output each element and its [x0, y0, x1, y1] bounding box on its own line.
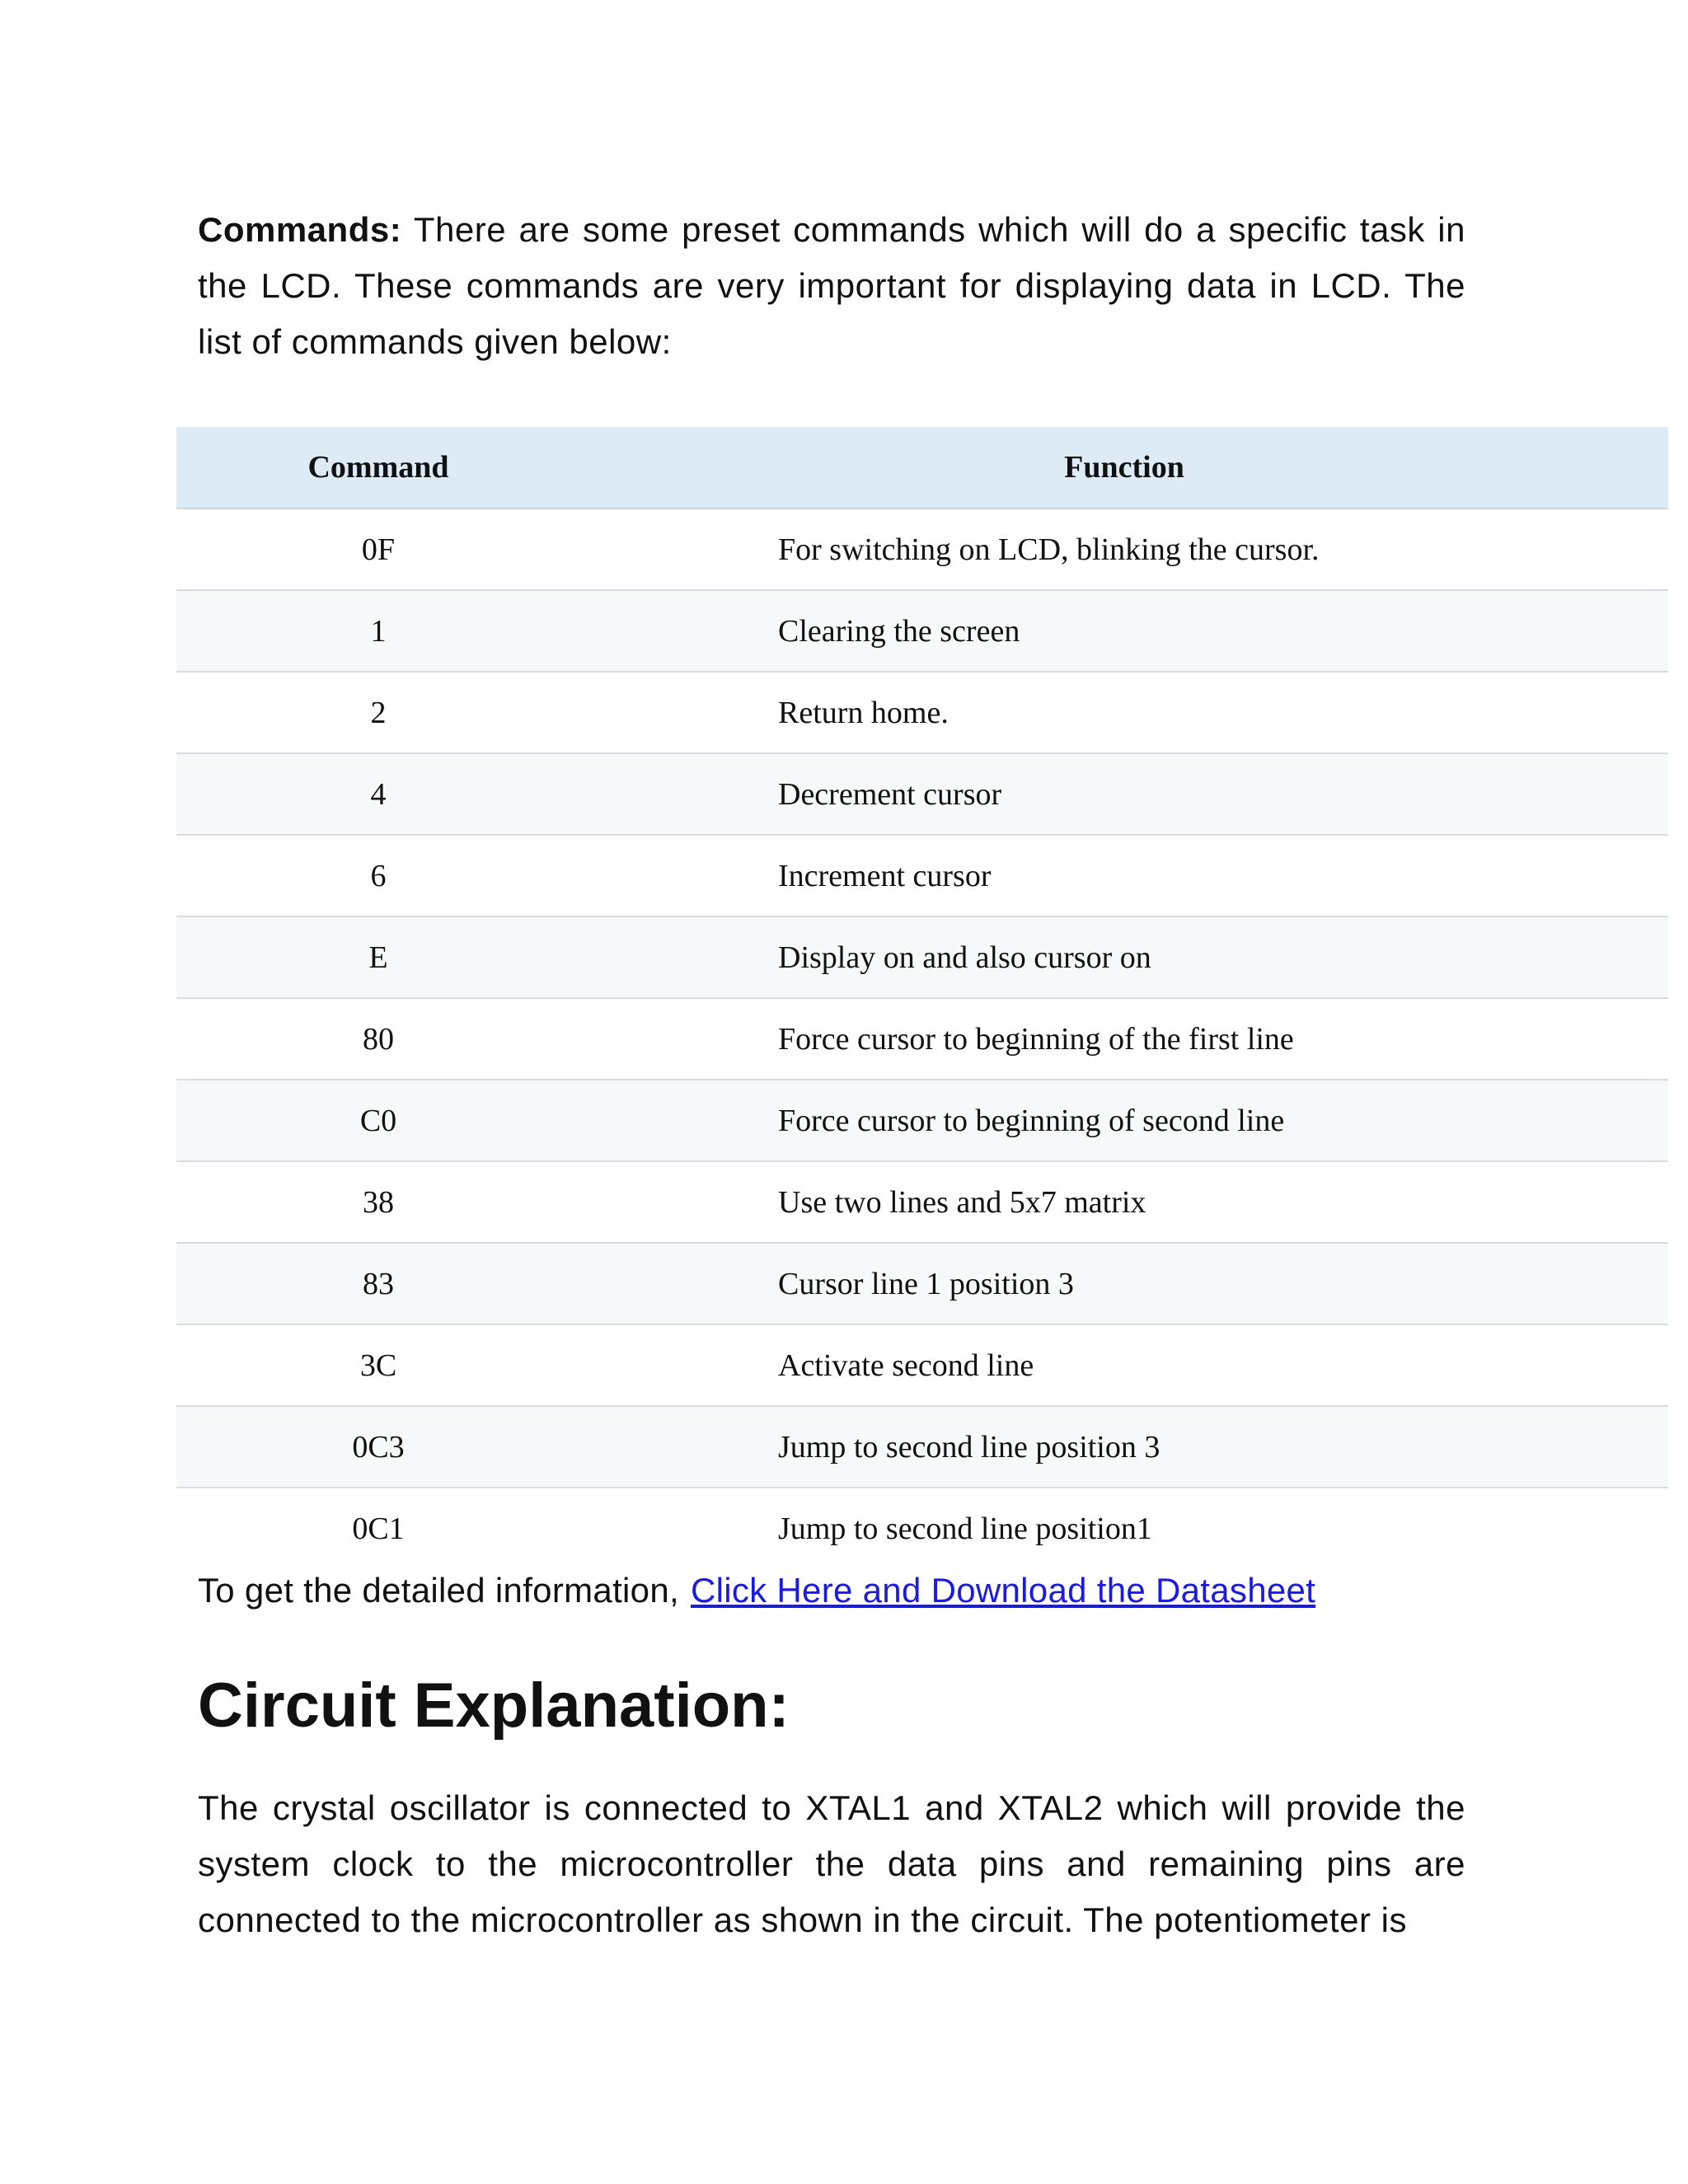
- command-function: Use two lines and 5x7 matrix: [580, 1161, 1668, 1243]
- table-row: [176, 590, 1668, 672]
- datasheet-intro-text: To get the detailed information,: [198, 1571, 679, 1610]
- command-code: 0C1: [352, 1511, 405, 1546]
- command-function: Jump to second line position 3: [580, 1406, 1668, 1488]
- command-function: Clearing the screen: [580, 590, 1668, 672]
- commands-table: [176, 427, 1668, 1568]
- table-row: [176, 1243, 1668, 1324]
- command-code: 6: [176, 835, 580, 916]
- command-code: 0F: [176, 509, 580, 590]
- command-code: 4: [176, 753, 580, 835]
- datasheet-line: [198, 1566, 1315, 1615]
- table-row: [176, 672, 1668, 753]
- command-function: Return home.: [580, 672, 1668, 753]
- command-code: 3C: [176, 1324, 580, 1406]
- command-function: Jump to second line position1: [778, 1511, 1152, 1546]
- command-code: E: [176, 916, 580, 998]
- table-row: [176, 1161, 1668, 1243]
- command-code: 80: [176, 998, 580, 1080]
- table-row: [176, 509, 1668, 590]
- command-function: Activate second line: [580, 1324, 1668, 1406]
- command-function: Display on and also cursor on: [580, 916, 1668, 998]
- command-code: 2: [176, 672, 580, 753]
- table-row: [176, 753, 1668, 835]
- table-header-row: [176, 427, 1668, 509]
- header-command: Command: [176, 427, 580, 509]
- table-row: [176, 1080, 1668, 1161]
- section-heading: Circuit Explanation:: [198, 1671, 790, 1741]
- command-code: 1: [176, 590, 580, 672]
- command-code: 0C3: [176, 1406, 580, 1488]
- command-code: 38: [176, 1161, 580, 1243]
- command-function: Force cursor to beginning of second line: [580, 1080, 1668, 1161]
- table-row: [176, 1406, 1668, 1488]
- command-code: C0: [176, 1080, 580, 1161]
- table-row: [176, 835, 1668, 916]
- command-function: For switching on LCD, blinking the cursor.: [580, 509, 1668, 590]
- command-code: 83: [176, 1243, 580, 1324]
- command-function: Force cursor to beginning of the first line: [580, 998, 1668, 1080]
- table-row: [176, 916, 1668, 998]
- command-function: Increment cursor: [580, 835, 1668, 916]
- intro-paragraph: [198, 202, 1465, 370]
- intro-text: There are some preset commands which will do a specific task in the LCD. These commands are very important for displaying data in LCD. The list of commands given below:: [198, 210, 1465, 361]
- circuit-explanation-paragraph: The crystal oscillator is connected to XTAL1 and XTAL2 which will provide the system clock to the microcontroller the data pins and remaining pins are connected to the microcontroller as shown in the circuit. The potentiometer is: [198, 1788, 1465, 1939]
- command-function: Decrement cursor: [580, 753, 1668, 835]
- table-row: [176, 1488, 1668, 1568]
- intro-label: Commands:: [198, 210, 402, 249]
- command-function: Cursor line 1 position 3: [580, 1243, 1668, 1324]
- datasheet-download-link[interactable]: Click Here and Download the Datasheet: [690, 1571, 1316, 1610]
- table-row: [176, 1324, 1668, 1406]
- table-row: [176, 998, 1668, 1080]
- header-function: Function: [580, 427, 1668, 509]
